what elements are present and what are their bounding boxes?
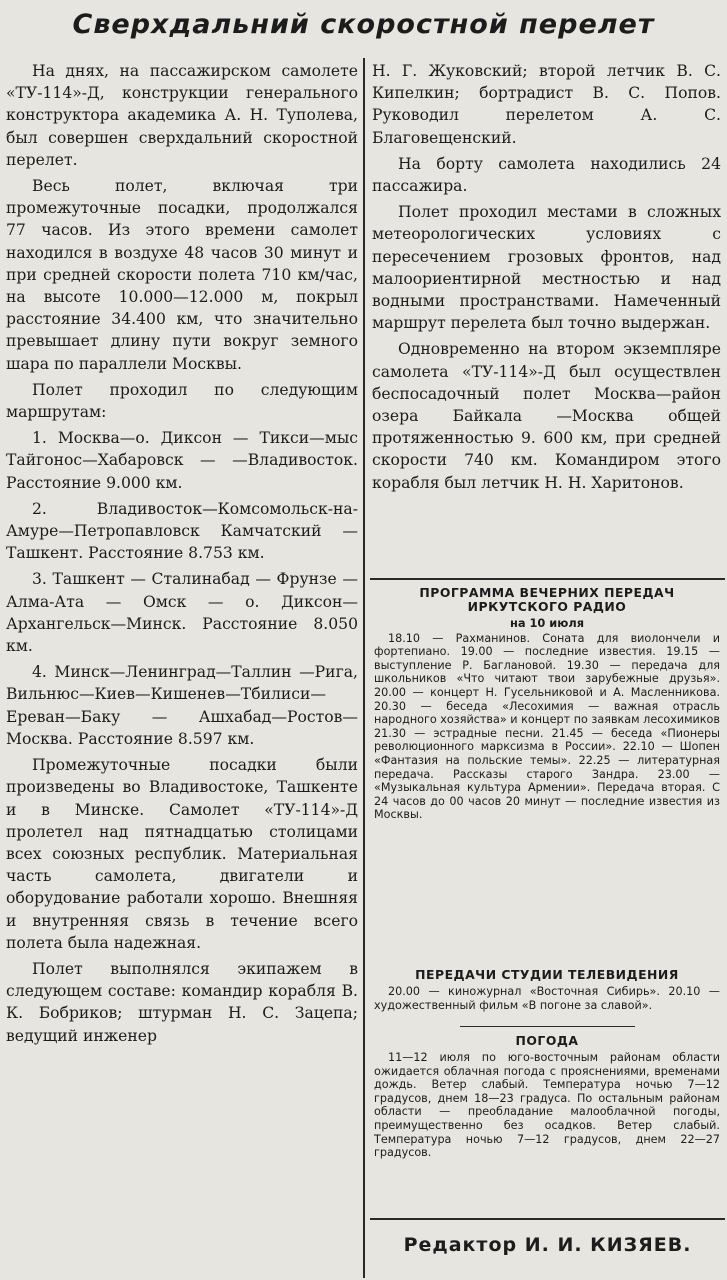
radio-schedule: 18.10 — Рахманинов. Соната для виолончели и фортепиано. 19.00 — последние известия. 19.15 — выступление Р. Баглановой. 19.30 — передача для школьников «Что читают твои зарубежные друзья». 20.00 — концерт Н. Гусельниковой и А. Масленникова. 20.30 — беседа «Лесохимия — важная отрасль народного хозяйства» и концерт по заявкам лесохимиков 21.30 — эстрадные песни. 21.45 — беседа «Пионеры революционного марксизма в России». 22.10 — Шопен «Фантазия на польские темы». 22.25 — литературная передача. Рассказы старого Зандра. 23.00 — «Музыкальная культура Армении». Передача вторая. С 24 часов до 00 часов 20 минут — последние известия из Москвы. [374, 631, 720, 822]
tv-title: ПЕРЕДАЧИ СТУДИИ ТЕЛЕВИДЕНИЯ [415, 967, 679, 982]
article-paragraph: Промежуточные посадки были произведены во Владивостоке, Ташкенте и в Минске. Самолет «ТУ-114»-Д пролетел над пятнадцатью столицами всех союзных республик. Материальная часть самолета, двигатели и оборудование работали хорошо. Внешняя и внутренняя связь в течение всего полета была надежная. [6, 756, 358, 952]
route-item: 1. Москва—о. Диксон — Тикси—мыс Тайгонос—Хабаровск — —Владивосток. Расстояние 9.000 км. [6, 429, 358, 492]
article-paragraph: Полет выполнялся экипажем в следующем составе: командир корабля В. К. Бобриков; штурман Н. С. Зацепа; ведущий инженер [6, 959, 358, 1045]
editor-signature: Редактор И. И. КИЗЯЕВ. [403, 1234, 692, 1256]
radio-program [374, 586, 720, 822]
section-rule [370, 578, 725, 580]
article-paragraph: Н. Г. Жуковский; второй летчик В. С. Кипелкин; бортрадист В. С. Попов. Руководил перелетом А. С. Благовещенский. [372, 62, 721, 147]
route-item: 4. Минск—Ленинград—Таллин —Рига, Вильнюс—Киев—Кишенев—Тбилиси—Ереван—Баку — Ашхабад—Ростов—Москва. Расстояние 8.597 км. [6, 663, 358, 748]
section-rule [370, 1218, 725, 1220]
radio-date: на 10 июля [509, 616, 585, 630]
tv-schedule: 20.00 — киножурнал «Восточная Сибирь». 20.10 — художественный фильм «В погоне за славой». [374, 985, 720, 1012]
route-item: 3. Ташкент — Сталинабад — Фрунзе — Алма-Ата — Омск — о. Диксон—Архангельск—Минск. Расстояние 8.050 км. [6, 570, 358, 656]
headline: Сверхдальний скоростной перелет [72, 9, 655, 40]
article-paragraph: На борту самолета находились 24 пассажира. [372, 154, 721, 196]
weather-title: ПОГОДА [515, 1033, 579, 1048]
weather-text: 11—12 июля по юго-восточным районам области ожидается облачная погода с прояснениями, временами дождь. Ветер слабый. Температура ночью 7—12 градусов, днем 18—23 градуса. По остальным районам области — преобладание малооблачной погоды, преимущественно без осадков. Ветер слабый. Температура ночью 7—12 градусов, днем 22—27 градусов. [374, 1051, 720, 1160]
article-right-column [372, 60, 721, 498]
column-divider [363, 58, 365, 1278]
radio-title: ПРОГРАММА ВЕЧЕРНИХ ПЕРЕДАЧ ИРКУТСКОГО РАДИО [419, 585, 675, 614]
section-rule [460, 1026, 635, 1027]
route-item: 2. Владивосток—Комсомольск-на-Амуре—Петропавловск Камчатский — Ташкент. Расстояние 8.753 км. [6, 499, 358, 563]
article-paragraph: Полет проходил местами в сложных метеорологических условиях с пересечением грозовых фронтов, над малоориентирной местностью и над водными пространствами. Намеченный маршрут перелета был точно выдержан. [372, 203, 721, 333]
article-paragraph: Одновременно на втором экземпляре самолета «ТУ-114»-Д был осуществлен беспосадочный полет Москва—район озера Байкала —Москва общей протяженностью 9. 600 км, при средней скорости 740 км. Командиром этого корабля был летчик Н. Н. Харитонов. [372, 340, 721, 492]
article-paragraph: На днях, на пассажирском самолете «ТУ-114»-Д, конструкции генерального конструктора академика А. Н. Туполева, был совершен сверхдальний скоростной перелет. [6, 62, 358, 169]
article-paragraph: Весь полет, включая три промежуточные посадки, продолжался 77 часов. Из этого времени самолет находился в воздухе 48 часов 30 минут и при средней скорости полета 710 км/час, на высоте 10.000—12.000 м, покрыл расстояние 34.400 км, что значительно превышает длину пути вокруг земного шара по параллели Москвы. [6, 177, 358, 373]
article-left-column [6, 60, 358, 1051]
weather-forecast [374, 1034, 720, 1160]
tv-program [374, 968, 720, 1012]
article-paragraph: Полет проходил по следующим маршрутам: [6, 380, 358, 422]
